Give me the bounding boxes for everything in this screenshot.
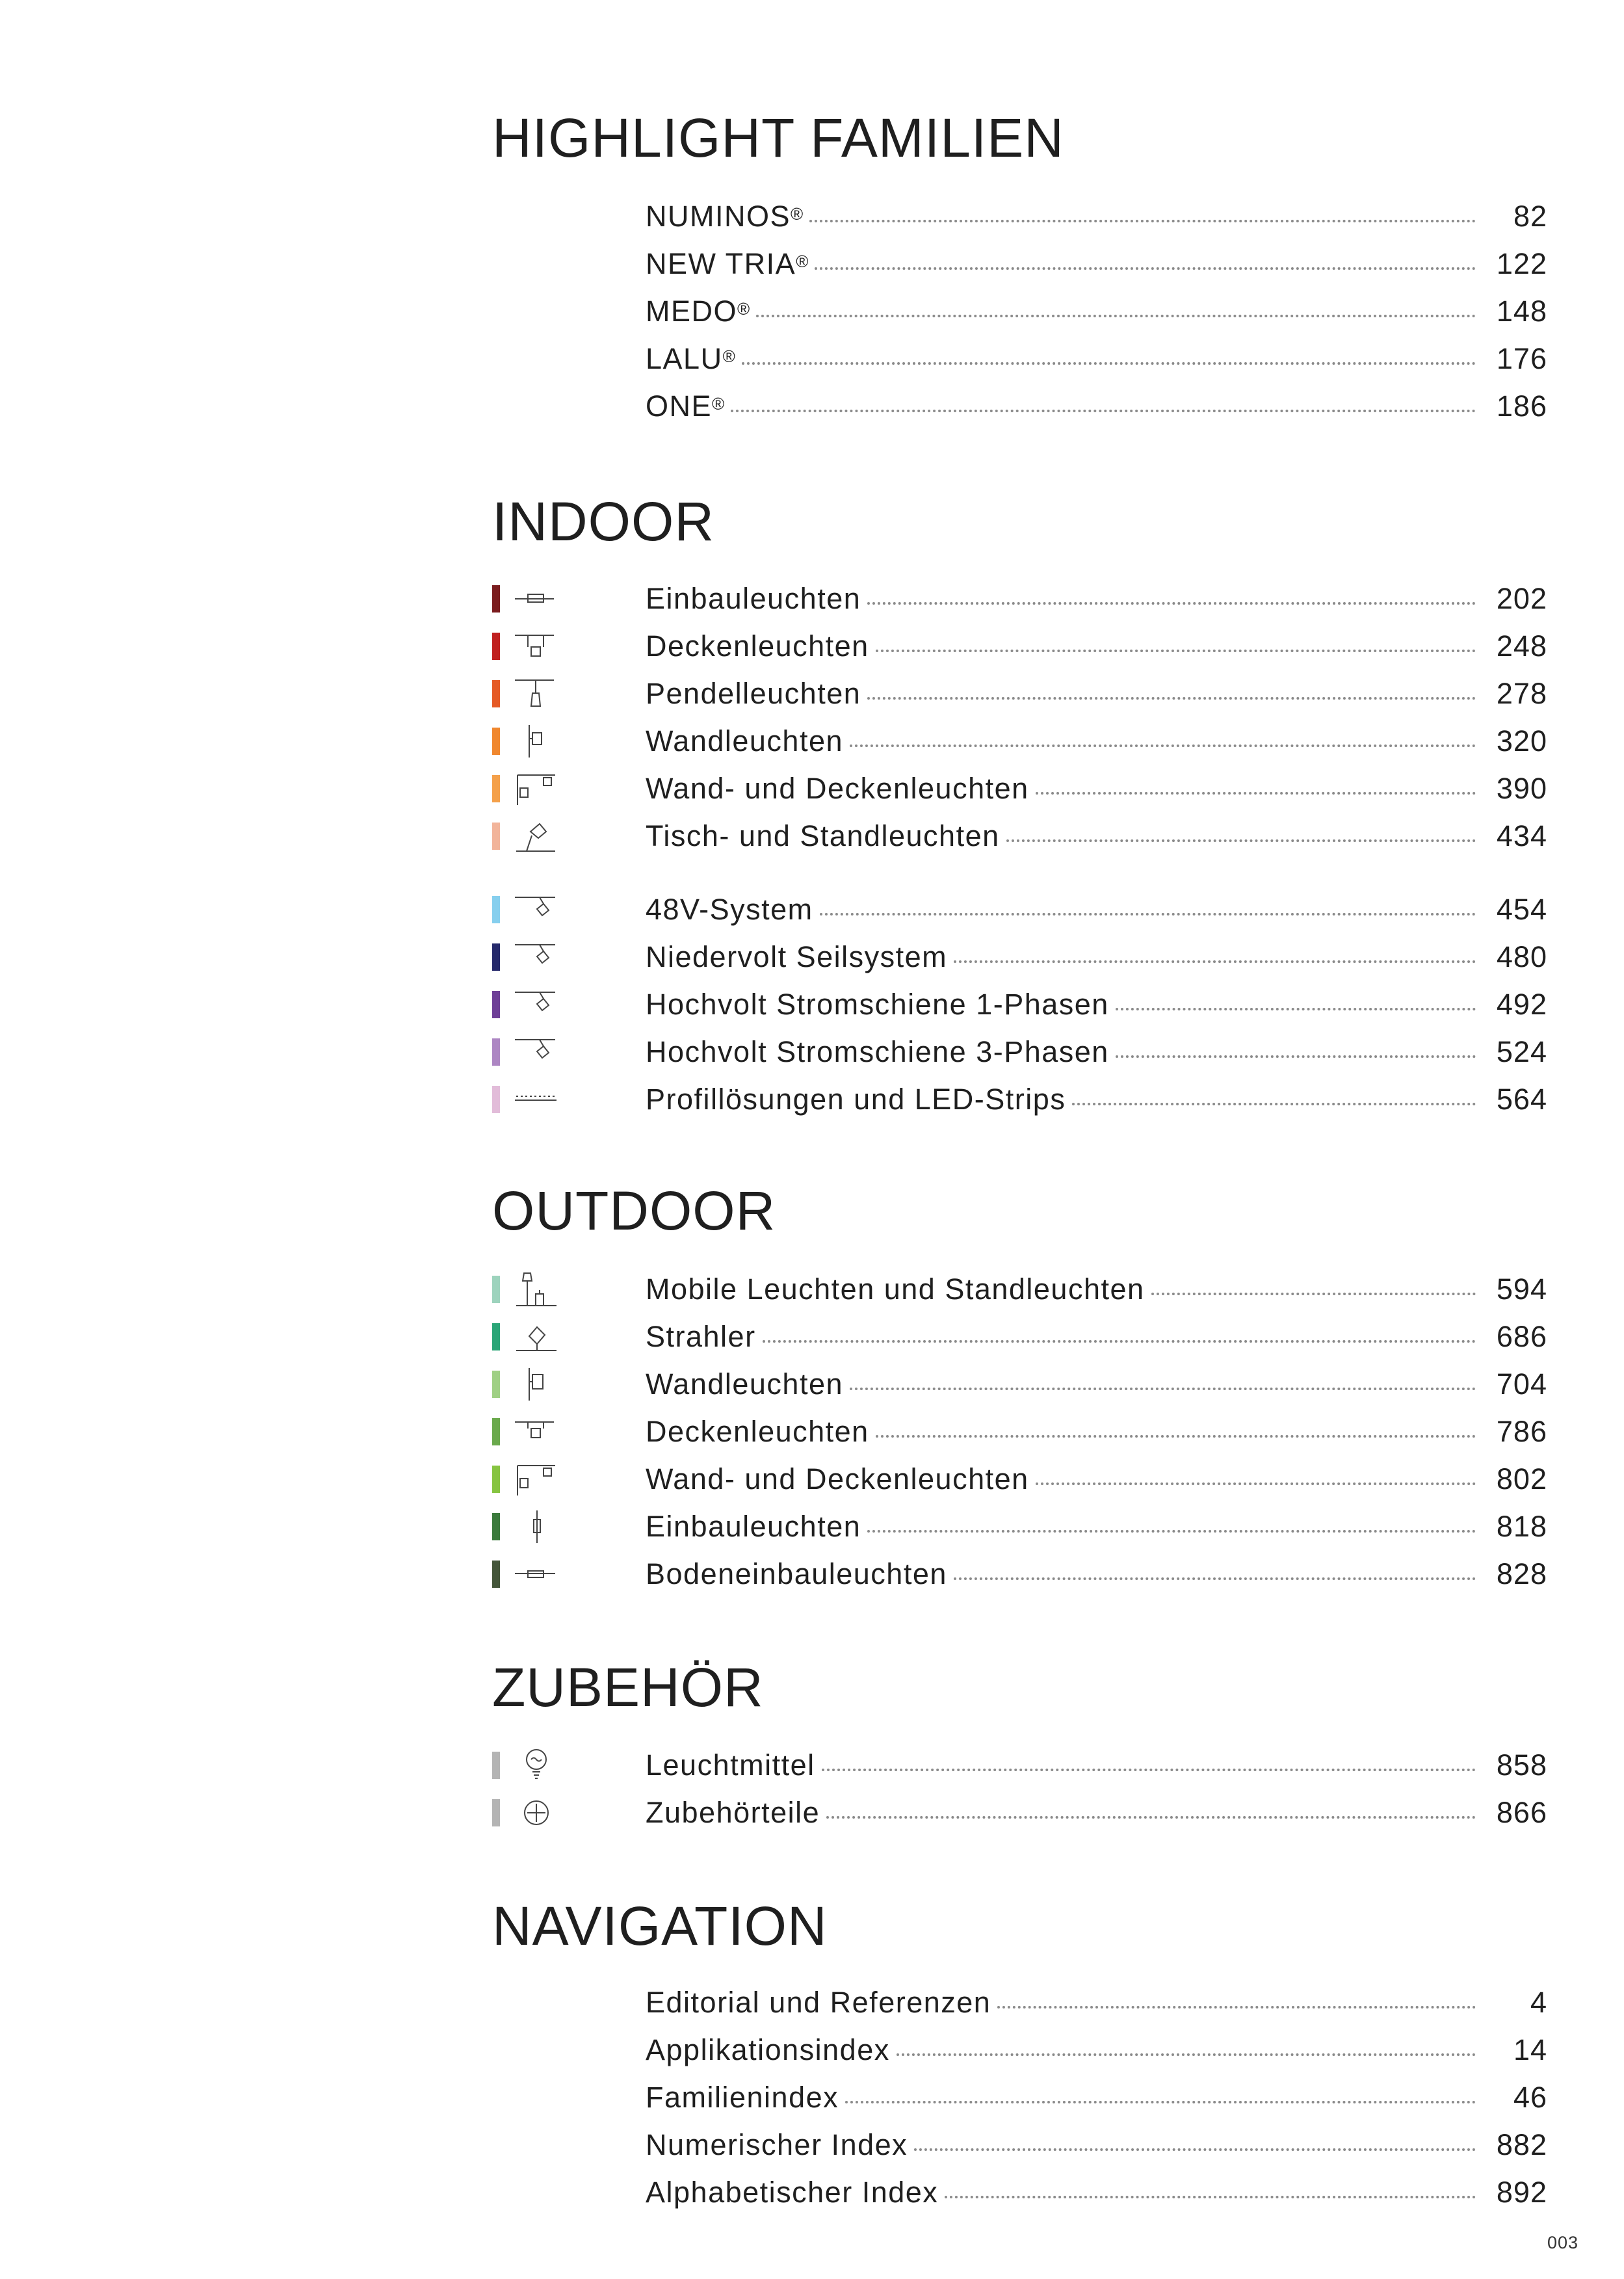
toc-entry[interactable] (0, 895, 1624, 934)
dot-leader (914, 2148, 1476, 2151)
entry-page-number: 454 (1496, 893, 1547, 926)
dot-leader (826, 1816, 1476, 1819)
registered-mark: ® (737, 299, 750, 319)
wall-light-icon (514, 1367, 559, 1402)
entry-label: Deckenleuchten (646, 1415, 869, 1448)
dot-leader (867, 602, 1476, 605)
track-spot-icon (514, 987, 559, 1022)
toc-entry[interactable] (0, 821, 1624, 860)
toc-entry[interactable] (0, 1417, 1624, 1456)
entry-page-number: 524 (1496, 1035, 1547, 1068)
entry-label: Familienindex (646, 2081, 839, 2114)
page-folio: 003 (1547, 2233, 1578, 2252)
wall-ceiling-light-icon (514, 1462, 559, 1497)
registered-mark: ® (796, 252, 809, 271)
entry-page-number: 858 (1496, 1748, 1547, 1782)
entry-label: ONE® (646, 389, 725, 423)
entry-label: Wandleuchten (646, 1367, 844, 1401)
track-spot-icon (514, 1034, 559, 1070)
accessory-plus-icon (514, 1795, 559, 1830)
dot-leader (742, 362, 1476, 365)
entry-page-number: 594 (1496, 1272, 1547, 1306)
entry-label: Hochvolt Stromschiene 1-Phasen (646, 988, 1109, 1021)
section-title: ZUBEHÖR (492, 1657, 764, 1718)
dot-leader (1006, 839, 1476, 842)
section-title: HIGHLIGHT FAMILIEN (492, 107, 1064, 168)
dot-leader (822, 1769, 1476, 1771)
category-color-swatch (492, 633, 500, 660)
category-color-swatch (492, 1276, 500, 1303)
track-spot-icon (514, 892, 559, 927)
wall-recessed-light-icon (514, 1509, 559, 1544)
dot-leader (867, 1530, 1476, 1533)
entry-page-number: 492 (1496, 988, 1547, 1021)
toc-entry[interactable] (0, 249, 1624, 288)
entry-label: Mobile Leuchten und Standleuchten (646, 1272, 1145, 1306)
dot-leader (1036, 792, 1476, 795)
dot-leader (820, 913, 1476, 916)
entry-label: Hochvolt Stromschiene 3-Phasen (646, 1035, 1109, 1068)
toc-entry[interactable] (0, 631, 1624, 670)
entry-page-number: 892 (1496, 2176, 1547, 2209)
dot-leader (954, 1577, 1476, 1580)
entry-page-number: 82 (1513, 200, 1547, 233)
toc-entry[interactable] (0, 2035, 1624, 2074)
entry-label: Einbauleuchten (646, 582, 861, 615)
entry-label: Tisch- und Standleuchten (646, 819, 1000, 852)
entry-page-number: 186 (1496, 389, 1547, 423)
entry-label: MEDO® (646, 295, 750, 328)
entry-label: Zubehörteile (646, 1796, 820, 1829)
dot-leader (897, 2053, 1476, 2056)
category-color-swatch (492, 1799, 500, 1826)
category-color-swatch (492, 823, 500, 850)
entry-label: Pendelleuchten (646, 677, 861, 710)
toc-entry[interactable] (0, 584, 1624, 623)
entry-label: Wand- und Deckenleuchten (646, 1462, 1029, 1495)
entry-page-number: 802 (1496, 1462, 1547, 1495)
dot-leader (763, 1340, 1476, 1343)
toc-entry[interactable] (0, 942, 1624, 981)
table-lamp-icon (514, 819, 559, 854)
toc-entry[interactable] (0, 1798, 1624, 1837)
dot-leader (809, 220, 1476, 222)
category-color-swatch (492, 1038, 500, 1066)
entry-label: Deckenleuchten (646, 629, 869, 663)
dot-leader (815, 267, 1476, 270)
wall-ceiling-light-icon (514, 771, 559, 806)
ceiling-light-icon (514, 1414, 559, 1449)
toc-entry[interactable] (0, 726, 1624, 765)
entry-label: Editorial und Referenzen (646, 1986, 991, 2019)
entry-page-number: 14 (1513, 2033, 1547, 2066)
toc-entry[interactable] (0, 1322, 1624, 1361)
category-color-swatch (492, 728, 500, 755)
category-color-swatch (492, 585, 500, 613)
section-title: NAVIGATION (492, 1895, 828, 1956)
dot-leader (954, 960, 1476, 963)
entry-page-number: 704 (1496, 1367, 1547, 1401)
toc-entry[interactable] (0, 2178, 1624, 2217)
category-color-swatch (492, 1561, 500, 1588)
entry-label: Numerischer Index (646, 2128, 908, 2161)
entry-page-number: 4 (1530, 1986, 1547, 2019)
toc-entry[interactable] (0, 2083, 1624, 2122)
registered-mark: ® (791, 204, 804, 224)
entry-label: Wandleuchten (646, 724, 844, 757)
ground-recessed-light-icon (514, 1557, 559, 1592)
dot-leader (1116, 1008, 1476, 1010)
dot-leader (850, 744, 1476, 747)
toc-entry[interactable] (0, 296, 1624, 336)
entry-label: LALU® (646, 342, 735, 375)
dot-leader (867, 697, 1476, 700)
category-color-swatch (492, 1418, 500, 1445)
category-color-swatch (492, 775, 500, 802)
entry-page-number: 818 (1496, 1510, 1547, 1543)
entry-page-number: 828 (1496, 1557, 1547, 1590)
dot-leader (945, 2196, 1476, 2198)
wall-light-icon (514, 724, 559, 759)
entry-label: NUMINOS® (646, 200, 804, 233)
entry-label: 48V-System (646, 893, 813, 926)
entry-page-number: 564 (1496, 1083, 1547, 1116)
entry-page-number: 148 (1496, 295, 1547, 328)
entry-label: Strahler (646, 1320, 756, 1353)
toc-entry[interactable] (0, 1512, 1624, 1551)
category-color-swatch (492, 943, 500, 971)
toc-entry[interactable] (0, 1559, 1624, 1598)
dot-leader (1116, 1055, 1476, 1058)
category-color-swatch (492, 1752, 500, 1779)
entry-label: Leuchtmittel (646, 1748, 815, 1782)
category-color-swatch (492, 1371, 500, 1398)
toc-entry[interactable] (0, 202, 1624, 241)
entry-page-number: 202 (1496, 582, 1547, 615)
category-color-swatch (492, 1513, 500, 1540)
entry-label: Alphabetischer Index (646, 2176, 939, 2209)
toc-entry[interactable] (0, 1369, 1624, 1408)
category-color-swatch (492, 1466, 500, 1493)
toc-entry[interactable] (0, 1037, 1624, 1076)
toc-entry[interactable] (0, 774, 1624, 813)
toc-entry[interactable] (0, 1750, 1624, 1789)
bollard-light-icon (514, 1272, 559, 1307)
dot-leader (756, 315, 1476, 317)
dot-leader (876, 1435, 1476, 1438)
entry-page-number: 786 (1496, 1415, 1547, 1448)
toc-entry[interactable] (0, 2130, 1624, 2169)
registered-mark: ® (722, 347, 735, 366)
toc-entry[interactable] (0, 1464, 1624, 1503)
toc-entry[interactable] (0, 679, 1624, 718)
entry-label: Wand- und Deckenleuchten (646, 772, 1029, 805)
ceiling-light-icon (514, 629, 559, 664)
dot-leader (731, 410, 1476, 412)
entry-page-number: 866 (1496, 1796, 1547, 1829)
toc-entry[interactable] (0, 1085, 1624, 1124)
pendant-light-icon (514, 676, 559, 711)
entry-label: Einbauleuchten (646, 1510, 861, 1543)
section-title: OUTDOOR (492, 1180, 776, 1241)
category-color-swatch (492, 991, 500, 1018)
dot-leader (997, 2006, 1476, 2009)
section-title: INDOOR (492, 491, 714, 552)
category-color-swatch (492, 1323, 500, 1350)
bulb-icon (514, 1748, 559, 1783)
toc-entry[interactable] (0, 391, 1624, 430)
entry-page-number: 480 (1496, 940, 1547, 973)
dot-leader (1151, 1293, 1476, 1295)
entry-page-number: 434 (1496, 819, 1547, 852)
entry-page-number: 176 (1496, 342, 1547, 375)
category-color-swatch (492, 680, 500, 707)
toc-entry[interactable] (0, 1274, 1624, 1313)
entry-page-number: 248 (1496, 629, 1547, 663)
dot-leader (876, 650, 1476, 652)
entry-label: Applikationsindex (646, 2033, 890, 2066)
entry-label: Bodeneinbauleuchten (646, 1557, 947, 1590)
entry-page-number: 278 (1496, 677, 1547, 710)
entry-page-number: 390 (1496, 772, 1547, 805)
category-color-swatch (492, 1086, 500, 1113)
dot-leader (845, 2101, 1476, 2103)
dot-leader (850, 1388, 1476, 1390)
toc-entry[interactable] (0, 344, 1624, 383)
entry-page-number: 882 (1496, 2128, 1547, 2161)
entry-label: NEW TRIA® (646, 247, 809, 280)
entry-page-number: 320 (1496, 724, 1547, 757)
entry-page-number: 686 (1496, 1320, 1547, 1353)
dot-leader (1036, 1482, 1476, 1485)
toc-entry[interactable] (0, 1988, 1624, 2027)
entry-page-number: 46 (1513, 2081, 1547, 2114)
registered-mark: ® (712, 394, 725, 414)
category-color-swatch (492, 896, 500, 923)
floodlight-icon (514, 1319, 559, 1354)
led-strip-icon (514, 1082, 559, 1117)
dot-leader (1072, 1103, 1476, 1105)
entry-label: Profillösungen und LED-Strips (646, 1083, 1066, 1116)
toc-entry[interactable] (0, 990, 1624, 1029)
track-spot-icon (514, 940, 559, 975)
entry-label: Niedervolt Seilsystem (646, 940, 948, 973)
recessed-light-icon (514, 581, 559, 616)
entry-page-number: 122 (1496, 247, 1547, 280)
